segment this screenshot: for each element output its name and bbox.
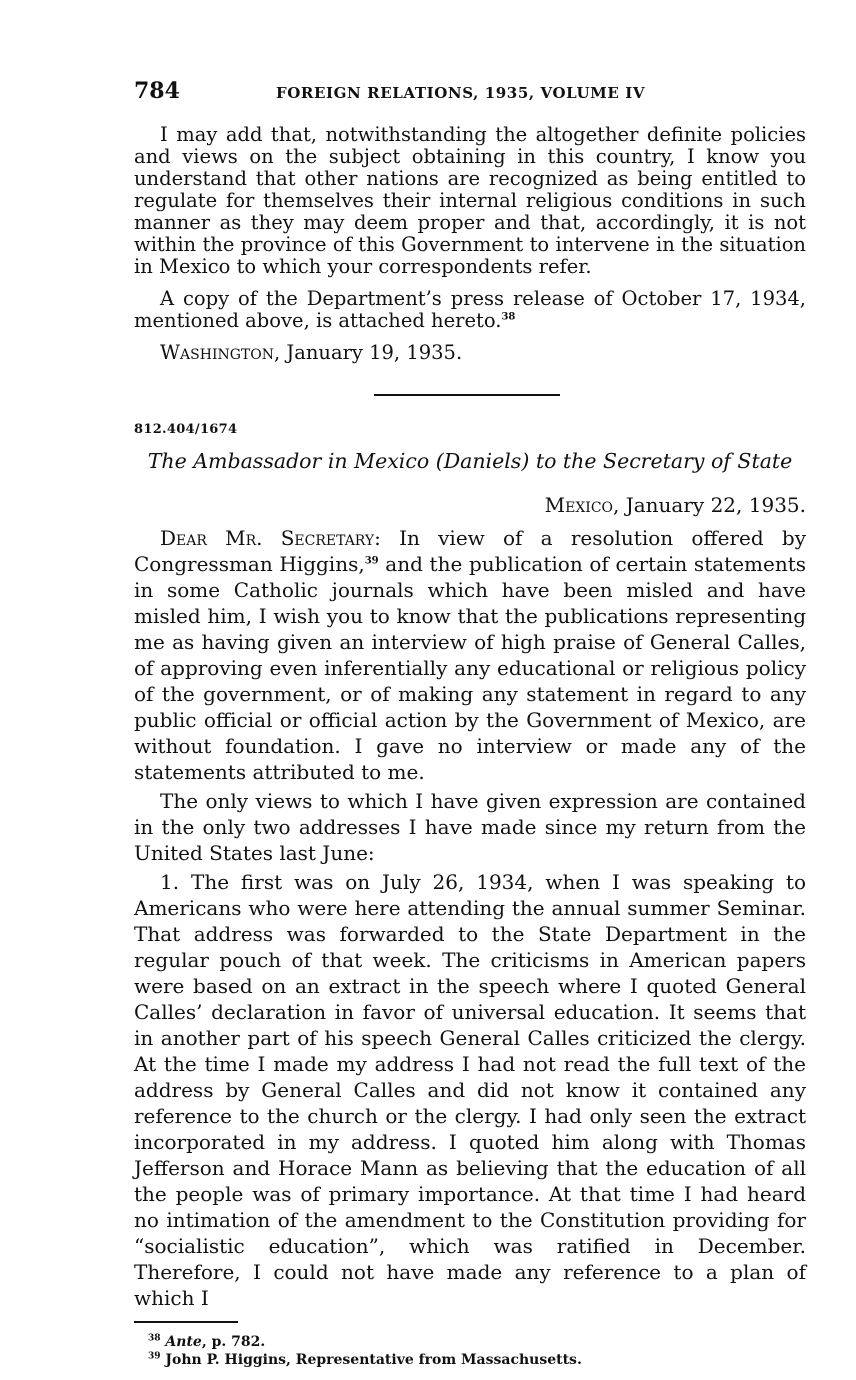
dateline: [134, 493, 806, 517]
running-head: [134, 78, 806, 110]
footnote-rule: [134, 1321, 238, 1323]
letter-paragraph-3: 1. The first was on July 26, 1934, when I was speaking to Americans who were here attending the annual summer Seminar. That address was forwarded to the State Department in the regular pouch of that week. The criticisms in American papers were based on an extract in the speech where I quoted General Calles’ declaration in favor of universal education. It seems that in another part of his speech General Calles criticized the clergy. At the time I made my address I had not read the full text of the address by General Calles and did not know it contained any reference to the church or the clergy. I had only seen the extract incorporated in my address. I quoted him along with Thomas Jefferson and Horace Mann as believing that the education of all the people was of primary importance. At that time I had heard no intimation of the amendment to the Constitution providing for “socialistic education”, which was ratified in December. Therefore, I could not have made any reference to a plan of which I: [134, 870, 806, 1310]
closing-date: , January 19, 1935.: [273, 341, 463, 364]
previous-paragraph-2-text: A copy of the Department’s press release of October 17, 1934, mentioned above, is attached hereto.: [134, 287, 806, 332]
previous-paragraph-1: I may add that, notwithstanding the altogether definite policies and views on the subject obtaining in this country, I know you understand that other nations are recognized as being entitled to regulate for themselves their internal religious conditions in such manner as they may deem proper and that, accordingly, it is not within the province of this Government to intervene in the situation in Mexico to which your correspondents refer.: [134, 123, 806, 278]
closing-line: [134, 342, 806, 364]
letter-paragraph-1-part-2: and the publication of certain statements in some Catholic journals which have been misled and have misled him, I wish you to know that the publications representing me as having given an interview of high praise of General Calles, of approving even inferentially any educational or religious policy of the government, or of making any statement in regard to any public official or official action by the Government of Mexico, are without foundation. I gave no interview or made any of the statements attributed to me.: [134, 552, 807, 784]
page-number: 784: [134, 78, 180, 104]
salutation: Dear Mr. Secretary:: [160, 526, 381, 550]
letter-paragraph-1-part-1: In view of a resolution offered by Congressman Higgins,: [134, 526, 806, 576]
page: [134, 78, 806, 1369]
footnote-38: [134, 1333, 806, 1351]
letter-paragraph-1: [134, 525, 806, 785]
file-number: 812.404/1674: [134, 422, 238, 437]
dateline-date: , January 22, 1935.: [613, 493, 806, 517]
footnote-italic: Ante: [165, 1333, 202, 1350]
previous-document: [134, 124, 806, 364]
footnote-text: John P. Higgins, Representative from Massachusetts.: [165, 1351, 582, 1368]
footnote-ref-39: 39: [364, 555, 379, 567]
previous-paragraph-2: [134, 288, 806, 332]
footnotes: [134, 1333, 806, 1369]
footnote-mark: 39: [148, 1350, 161, 1361]
dateline-place: Mexico: [544, 493, 614, 517]
footnote-39: [134, 1351, 806, 1369]
section-separator: [374, 394, 560, 396]
document-title: The Ambassador in Mexico (Daniels) to the Secretary of State: [147, 449, 793, 473]
running-head-title: FOREIGN RELATIONS, 1935, VOLUME IV: [276, 84, 646, 102]
closing-place: Washington: [160, 341, 274, 364]
letter-body: [134, 525, 806, 1311]
letter-paragraph-2: The only views to which I have given expression are contained in the only two addresses I have made since my return from the United States last June:: [134, 789, 806, 865]
footnote-mark: 38: [148, 1332, 161, 1343]
footnote-ref-38: 38: [501, 311, 516, 323]
footnote-text: , p. 782.: [201, 1333, 266, 1350]
